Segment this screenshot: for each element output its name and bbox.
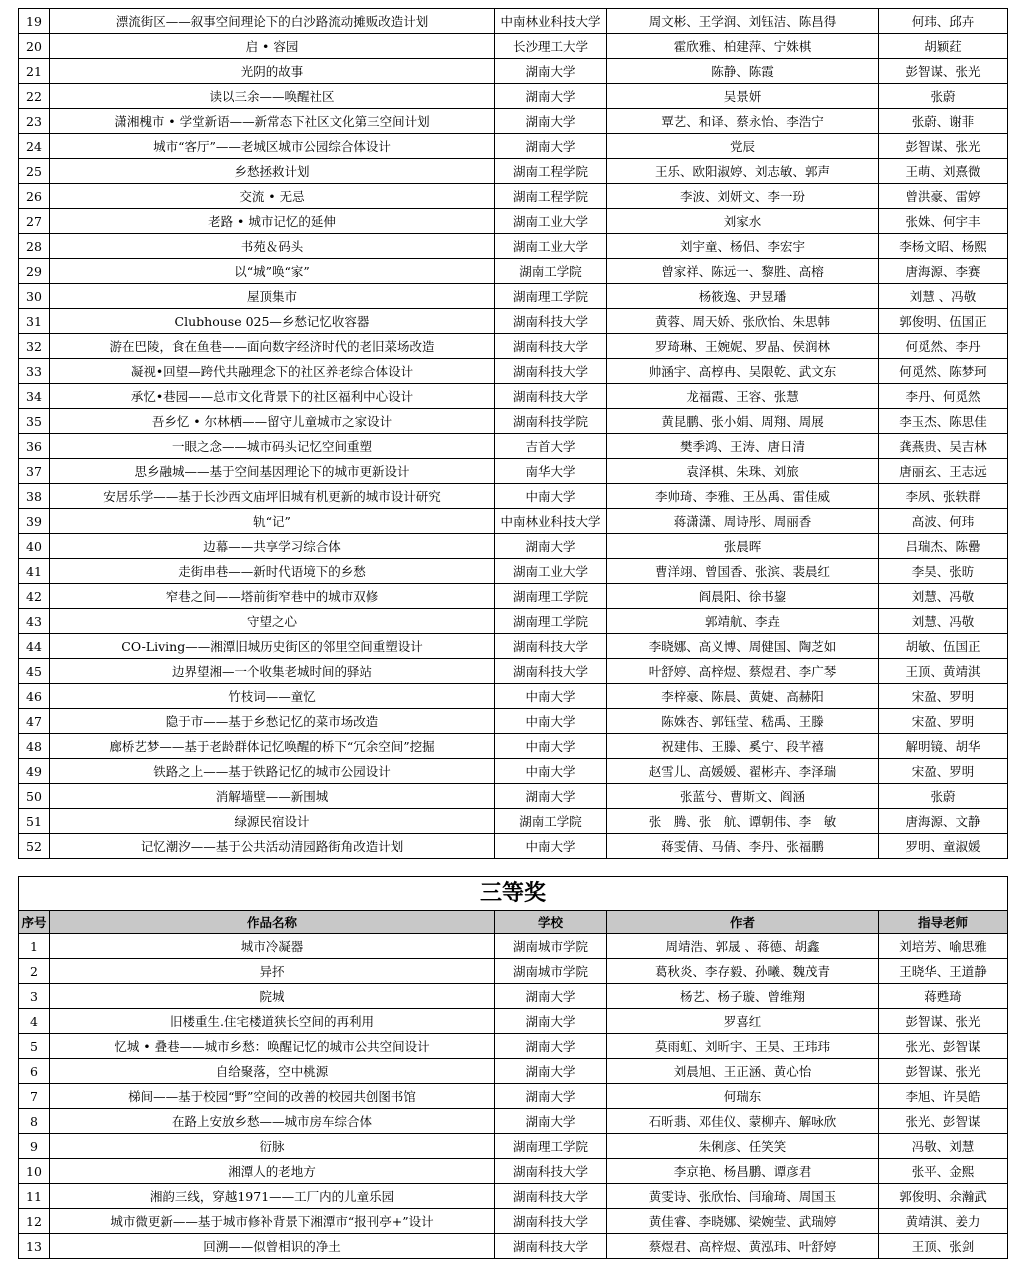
cell-index: 4 [19,1009,50,1034]
cell-school: 湖南工程学院 [495,184,607,209]
table-row [19,609,1008,634]
cell-authors: 王乐、欧阳淑婷、刘志敏、郭声 [607,159,879,184]
cell-index: 8 [19,1109,50,1134]
table-row [19,1034,1008,1059]
cell-advisors: 唐海源、李赛 [879,259,1008,284]
cell-work-title: 窄巷之间——塔前街窄巷中的城市双修 [50,584,495,609]
cell-advisors: 刘慧、冯敬 [879,609,1008,634]
cell-school: 长沙理工大学 [495,34,607,59]
title-row [19,877,1008,911]
cell-authors: 叶舒婷、高梓煜、蔡煜君、李广琴 [607,659,879,684]
cell-advisors: 宋盈、罗明 [879,759,1008,784]
table-row [19,9,1008,34]
cell-index: 40 [19,534,50,559]
cell-authors: 张晨晖 [607,534,879,559]
cell-advisors: 吕瑞杰、陈罍 [879,534,1008,559]
cell-work-title: 承忆•巷园——总市文化背景下的社区福利中心设计 [50,384,495,409]
table-row [19,1134,1008,1159]
cell-advisors: 郭俊明、余瀚武 [879,1184,1008,1209]
header-advisors: 指导老师 [879,911,1008,934]
table-row [19,784,1008,809]
cell-index: 41 [19,559,50,584]
table-row [19,509,1008,534]
cell-school: 湖南大学 [495,59,607,84]
cell-index: 9 [19,1134,50,1159]
table-row [19,259,1008,284]
cell-school: 湖南科技大学 [495,1234,607,1259]
cell-work-title: 湘潭人的老地方 [50,1159,495,1184]
table-row [19,834,1008,859]
cell-school: 湖南理工学院 [495,584,607,609]
cell-advisors: 刘慧、冯敬 [879,584,1008,609]
cell-index: 19 [19,9,50,34]
cell-authors: 杨艺、杨子璇、曾维翔 [607,984,879,1009]
header-row [19,911,1008,934]
cell-advisors: 李旭、许昊皓 [879,1084,1008,1109]
cell-authors: 李波、刘妍文、李一玢 [607,184,879,209]
table-row [19,234,1008,259]
cell-authors: 帅涵宇、高椁冉、吴限乾、武文东 [607,359,879,384]
cell-school: 湖南理工学院 [495,1134,607,1159]
cell-authors: 罗琦琳、王婉妮、罗晶、侯润林 [607,334,879,359]
cell-authors: 黄雯诗、张欣怡、闫瑜琦、周国玉 [607,1184,879,1209]
table-row [19,1209,1008,1234]
cell-work-title: 梯间——基于校园“野”空间的改善的校园共创图书馆 [50,1084,495,1109]
cell-school: 湖南科技大学 [495,659,607,684]
cell-school: 湖南科技大学 [495,1209,607,1234]
cell-work-title: 乡愁拯救计划 [50,159,495,184]
cell-work-title: 衍脉 [50,1134,495,1159]
cell-school: 湖南大学 [495,84,607,109]
cell-authors: 张蓝兮、曹斯文、阎涵 [607,784,879,809]
cell-work-title: 边幕——共享学习综合体 [50,534,495,559]
cell-authors: 刘晨旭、王正涵、黄心怡 [607,1059,879,1084]
cell-index: 47 [19,709,50,734]
cell-work-title: Clubhouse 025—乡愁记忆收容器 [50,309,495,334]
cell-advisors: 蒋甦琦 [879,984,1008,1009]
cell-authors: 祝建伟、王滕、奚宁、段芊禧 [607,734,879,759]
cell-index: 37 [19,459,50,484]
cell-index: 31 [19,309,50,334]
cell-index: 33 [19,359,50,384]
table-row [19,59,1008,84]
cell-school: 湖南科技大学 [495,634,607,659]
cell-index: 50 [19,784,50,809]
cell-school: 湖南科技学院 [495,409,607,434]
cell-school: 中南大学 [495,734,607,759]
cell-index: 42 [19,584,50,609]
table-row [19,459,1008,484]
table-row [19,659,1008,684]
cell-authors: 蒋潇潇、周诗彤、周丽香 [607,509,879,534]
cell-school: 湖南大学 [495,134,607,159]
cell-index: 46 [19,684,50,709]
cell-authors: 赵雪儿、高媛媛、翟彬卉、李泽瑞 [607,759,879,784]
cell-advisors: 曾洪豪、雷婷 [879,184,1008,209]
table-row [19,434,1008,459]
table-row [19,384,1008,409]
cell-work-title: 回溯——似曾相识的净土 [50,1234,495,1259]
cell-authors: 陈姝杏、郭钰莹、嵇禹、王滕 [607,709,879,734]
award-table-body [19,9,1008,859]
cell-advisors: 宋盈、罗明 [879,709,1008,734]
cell-advisors: 高波、何玮 [879,509,1008,534]
cell-index: 48 [19,734,50,759]
cell-work-title: 凝视•回望—跨代共融理念下的社区养老综合体设计 [50,359,495,384]
cell-advisors: 张光、彭智谋 [879,1109,1008,1134]
cell-advisors: 王晓华、王道静 [879,959,1008,984]
cell-work-title: 城市“客厅”——老城区城市公园综合体设计 [50,134,495,159]
cell-advisors: 郭俊明、伍国正 [879,309,1008,334]
cell-school: 湖南科技大学 [495,1159,607,1184]
cell-index: 21 [19,59,50,84]
cell-school: 湖南科技大学 [495,1184,607,1209]
cell-index: 6 [19,1059,50,1084]
cell-work-title: 吾乡忆 • 尔林栖——留守儿童城市之家设计 [50,409,495,434]
table-row [19,134,1008,159]
cell-advisors: 彭智谋、张光 [879,1009,1008,1034]
table-row [19,409,1008,434]
cell-school: 南华大学 [495,459,607,484]
cell-authors: 覃艺、和译、蔡永怡、李浩宁 [607,109,879,134]
cell-work-title: 书苑＆码头 [50,234,495,259]
cell-school: 湖南理工学院 [495,609,607,634]
cell-index: 5 [19,1034,50,1059]
cell-advisors: 罗明、童淑媛 [879,834,1008,859]
cell-index: 44 [19,634,50,659]
cell-authors: 蔡煜君、高梓煜、黄泓玮、叶舒婷 [607,1234,879,1259]
table-row [19,759,1008,784]
cell-authors: 李晓娜、高义博、周健国、陶芝如 [607,634,879,659]
header-school: 学校 [495,911,607,934]
cell-authors: 葛秋炎、李存毅、孙曦、魏茂青 [607,959,879,984]
cell-school: 湖南工程学院 [495,159,607,184]
cell-authors: 党辰 [607,134,879,159]
table-row [19,634,1008,659]
cell-work-title: 城市微更新——基于城市修补背景下湘潭市“报刊亭+”设计 [50,1209,495,1234]
table-row [19,734,1008,759]
cell-advisors: 唐海源、文静 [879,809,1008,834]
cell-school: 湖南大学 [495,1059,607,1084]
cell-work-title: 光阴的故事 [50,59,495,84]
cell-school: 中南大学 [495,484,607,509]
cell-work-title: 守望之心 [50,609,495,634]
cell-advisors: 张蔚 [879,784,1008,809]
cell-work-title: 城市冷凝器 [50,934,495,959]
cell-school: 湖南工业大学 [495,234,607,259]
table-row [19,1184,1008,1209]
cell-school: 湖南大学 [495,784,607,809]
cell-authors: 霍欣雅、柏建萍、宁姝棋 [607,34,879,59]
cell-authors: 杨筱逸、尹昱璠 [607,284,879,309]
table-row [19,84,1008,109]
cell-work-title: 异抔 [50,959,495,984]
table-row [19,934,1008,959]
cell-authors: 罗喜红 [607,1009,879,1034]
cell-index: 20 [19,34,50,59]
cell-school: 湖南工学院 [495,809,607,834]
header-work-title: 作品名称 [50,911,495,934]
cell-index: 22 [19,84,50,109]
cell-school: 湖南理工学院 [495,284,607,309]
table-row [19,334,1008,359]
cell-work-title: 隐于市——基于乡愁记忆的菜市场改造 [50,709,495,734]
third-prize-table [18,876,1008,1259]
cell-work-title: 漂流街区——叙事空间理论下的白沙路流动摊贩改造计划 [50,9,495,34]
cell-authors: 朱俐彦、任笑笑 [607,1134,879,1159]
cell-work-title: 院城 [50,984,495,1009]
cell-work-title: 潇湘槐市 • 学堂新语——新常态下社区文化第三空间计划 [50,109,495,134]
cell-advisors: 张蔚、谢菲 [879,109,1008,134]
cell-work-title: 绿源民宿设计 [50,809,495,834]
table-row [19,484,1008,509]
cell-advisors: 李玉杰、陈思佳 [879,409,1008,434]
cell-authors: 刘家水 [607,209,879,234]
header-authors: 作者 [607,911,879,934]
table-row [19,809,1008,834]
third-prize-table-body [19,934,1008,1259]
cell-authors: 袁泽棋、朱珠、刘旅 [607,459,879,484]
table-row [19,584,1008,609]
cell-authors: 吴景妍 [607,84,879,109]
cell-school: 湖南城市学院 [495,934,607,959]
cell-work-title: 读以三余——唤醒社区 [50,84,495,109]
cell-school: 湖南科技大学 [495,309,607,334]
cell-advisors: 李杨文昭、杨熙 [879,234,1008,259]
cell-index: 43 [19,609,50,634]
cell-index: 52 [19,834,50,859]
cell-school: 中南林业科技大学 [495,509,607,534]
cell-school: 湖南大学 [495,1084,607,1109]
cell-advisors: 刘培芳、喻思雅 [879,934,1008,959]
cell-school: 湖南科技大学 [495,359,607,384]
cell-index: 36 [19,434,50,459]
table-row [19,984,1008,1009]
table-row [19,284,1008,309]
cell-index: 1 [19,934,50,959]
cell-advisors: 张平、金熙 [879,1159,1008,1184]
cell-index: 39 [19,509,50,534]
table-row [19,184,1008,209]
cell-advisors: 黄靖淇、姜力 [879,1209,1008,1234]
cell-index: 29 [19,259,50,284]
table-row [19,159,1008,184]
cell-advisors: 李丹、何觅然 [879,384,1008,409]
cell-index: 38 [19,484,50,509]
cell-work-title: 记忆潮汐——基于公共活动清园路街角改造计划 [50,834,495,859]
cell-advisors: 宋盈、罗明 [879,684,1008,709]
cell-school: 中南大学 [495,709,607,734]
cell-work-title: 自给聚落，空中桃源 [50,1059,495,1084]
award-table-continued [18,8,1008,859]
cell-authors: 蒋雯倩、马倩、李丹、张福鹏 [607,834,879,859]
cell-index: 10 [19,1159,50,1184]
table-row [19,359,1008,384]
cell-school: 湖南大学 [495,984,607,1009]
table-row [19,1084,1008,1109]
cell-school: 湖南工业大学 [495,559,607,584]
cell-index: 12 [19,1209,50,1234]
cell-advisors: 张姝、何宇丰 [879,209,1008,234]
cell-school: 中南大学 [495,759,607,784]
cell-authors: 李京艳、杨昌鹏、谭彦君 [607,1159,879,1184]
cell-work-title: 交流 • 无忌 [50,184,495,209]
cell-authors: 龙福霞、王容、张慧 [607,384,879,409]
table-row [19,34,1008,59]
cell-advisors: 何觅然、李丹 [879,334,1008,359]
cell-index: 24 [19,134,50,159]
cell-school: 湖南大学 [495,1009,607,1034]
table-row [19,559,1008,584]
cell-authors: 刘宇童、杨侣、李宏宇 [607,234,879,259]
cell-school: 湖南城市学院 [495,959,607,984]
cell-school: 中南大学 [495,684,607,709]
table-row [19,109,1008,134]
cell-work-title: 铁路之上——基于铁路记忆的城市公园设计 [50,759,495,784]
table-row [19,709,1008,734]
table-row [19,1234,1008,1259]
cell-index: 49 [19,759,50,784]
cell-work-title: CO-Living——湘潭旧城历史街区的邻里空间重塑设计 [50,634,495,659]
cell-authors: 莫雨虹、刘昕宇、王昊、王玮玮 [607,1034,879,1059]
table-row [19,1109,1008,1134]
table-row [19,1009,1008,1034]
cell-work-title: 启 • 容园 [50,34,495,59]
table-row [19,209,1008,234]
cell-work-title: 老路 • 城市记忆的延伸 [50,209,495,234]
cell-index: 32 [19,334,50,359]
cell-index: 23 [19,109,50,134]
cell-authors: 阎晨阳、徐书鋆 [607,584,879,609]
cell-work-title: 廊桥艺梦——基于老龄群体记忆唤醒的桥下“冗余空间”挖掘 [50,734,495,759]
cell-work-title: 屋顶集市 [50,284,495,309]
cell-advisors: 胡敏、伍国正 [879,634,1008,659]
cell-work-title: 湘韵三线，穿越1971——工厂内的儿童乐园 [50,1184,495,1209]
section-title: 三等奖 [19,877,1008,911]
cell-authors: 黄蓉、周天娇、张欣怡、朱思韩 [607,309,879,334]
cell-advisors: 张蔚 [879,84,1008,109]
cell-authors: 郭靖航、李垚 [607,609,879,634]
cell-authors: 周靖浩、郭晟 、蒋德、胡鑫 [607,934,879,959]
cell-authors: 陈静、陈霞 [607,59,879,84]
cell-authors: 张 腾、张 航、谭朝伟、李 敏 [607,809,879,834]
cell-authors: 樊季鸿、王涛、唐日清 [607,434,879,459]
table-row [19,1159,1008,1184]
cell-index: 11 [19,1184,50,1209]
cell-authors: 曾家祥、陈远一、黎胜、高榕 [607,259,879,284]
cell-school: 中南大学 [495,834,607,859]
cell-advisors: 王萌、刘熹微 [879,159,1008,184]
cell-authors: 李梓豪、陈晨、黄婕、高赫阳 [607,684,879,709]
cell-work-title: 在路上安放乡愁——城市房车综合体 [50,1109,495,1134]
cell-work-title: 轨“记” [50,509,495,534]
cell-index: 34 [19,384,50,409]
cell-school: 湖南大学 [495,534,607,559]
cell-advisors: 王顶、黄靖淇 [879,659,1008,684]
cell-index: 45 [19,659,50,684]
cell-work-title: 游在巴陵，食在鱼巷——面向数字经济时代的老旧菜场改造 [50,334,495,359]
cell-index: 7 [19,1084,50,1109]
cell-school: 湖南大学 [495,1109,607,1134]
cell-advisors: 李夙、张轶群 [879,484,1008,509]
cell-work-title: 边界望湘—一个收集老城时间的驿站 [50,659,495,684]
cell-index: 3 [19,984,50,1009]
header-index: 序号 [19,911,50,934]
cell-advisors: 王顶、张剑 [879,1234,1008,1259]
cell-work-title: 忆城 • 叠巷——城市乡愁：唤醒记忆的城市公共空间设计 [50,1034,495,1059]
table-row [19,1059,1008,1084]
cell-school: 中南林业科技大学 [495,9,607,34]
cell-index: 30 [19,284,50,309]
cell-index: 51 [19,809,50,834]
table-row [19,684,1008,709]
cell-advisors: 唐丽玄、王志远 [879,459,1008,484]
cell-advisors: 解明镜、胡华 [879,734,1008,759]
cell-advisors: 冯敬、刘慧 [879,1134,1008,1159]
cell-advisors: 刘慧 、冯敬 [879,284,1008,309]
table-row [19,534,1008,559]
cell-work-title: 走街串巷——新时代语境下的乡愁 [50,559,495,584]
cell-authors: 周文彬、王学润、刘钰洁、陈昌得 [607,9,879,34]
cell-index: 28 [19,234,50,259]
cell-authors: 曹洋翊、曾国香、张滨、裴晨红 [607,559,879,584]
cell-authors: 李帅琦、李雅、王丛禹、雷佳威 [607,484,879,509]
cell-authors: 何瑞东 [607,1084,879,1109]
cell-authors: 石昕翡、邓佳仪、蒙柳卉、解咏欣 [607,1109,879,1134]
cell-index: 26 [19,184,50,209]
cell-advisors: 何玮、邱卉 [879,9,1008,34]
table-row [19,309,1008,334]
cell-school: 吉首大学 [495,434,607,459]
cell-advisors: 彭智谋、张光 [879,59,1008,84]
cell-school: 湖南科技大学 [495,384,607,409]
cell-school: 湖南大学 [495,109,607,134]
cell-school: 湖南科技大学 [495,334,607,359]
cell-index: 13 [19,1234,50,1259]
cell-work-title: 消解墙壁——新围城 [50,784,495,809]
cell-index: 27 [19,209,50,234]
cell-index: 2 [19,959,50,984]
cell-school: 湖南工业大学 [495,209,607,234]
cell-work-title: 旧楼重生.住宅楼道狭长空间的再利用 [50,1009,495,1034]
cell-work-title: 以“城”唤“家” [50,259,495,284]
cell-index: 25 [19,159,50,184]
table-row [19,959,1008,984]
cell-advisors: 龚燕贵、吴吉林 [879,434,1008,459]
cell-advisors: 何觅然、陈梦珂 [879,359,1008,384]
cell-school: 湖南工学院 [495,259,607,284]
cell-work-title: 思乡融城——基于空间基因理论下的城市更新设计 [50,459,495,484]
cell-index: 35 [19,409,50,434]
cell-authors: 黄佳睿、李晓娜、梁婉莹、武瑞婷 [607,1209,879,1234]
cell-advisors: 胡颖荭 [879,34,1008,59]
cell-advisors: 李昊、张昉 [879,559,1008,584]
cell-work-title: 竹枝词——童忆 [50,684,495,709]
cell-advisors: 彭智谋、张光 [879,134,1008,159]
cell-work-title: 安居乐学——基于长沙西文庙坪旧城有机更新的城市设计研究 [50,484,495,509]
cell-work-title: 一眼之念——城市码头记忆空间重塑 [50,434,495,459]
cell-advisors: 彭智谋、张光 [879,1059,1008,1084]
cell-school: 湖南大学 [495,1034,607,1059]
cell-advisors: 张光、彭智谋 [879,1034,1008,1059]
cell-authors: 黄昆鹏、张小娟、周翔、周展 [607,409,879,434]
